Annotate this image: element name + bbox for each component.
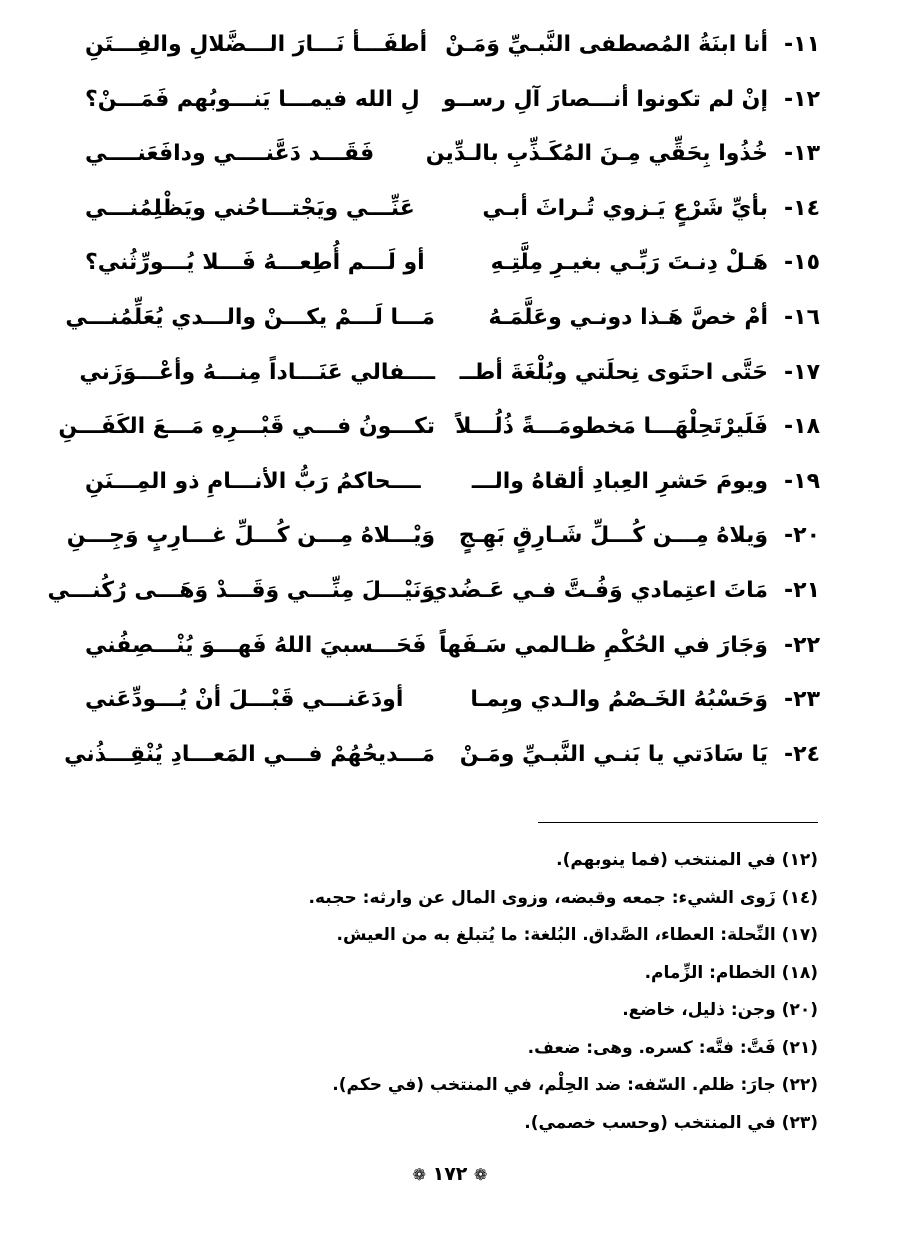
verse-second-hemistich: فَحَـــسبيَ اللهُ فَهـــوَ يُنْـــصِفُني [85,632,427,658]
verse-number: ٢١- [784,577,820,603]
footnotes [100,842,818,1142]
verse-first-hemistich: خُذُوا بِحَقِّي مِـنَ المُكَـذِّبِ بالـدِّين [425,141,768,167]
verse-line [58,400,820,455]
verse-line [79,346,820,401]
verse-first-hemistich: يَا سَادَتي يا بَنـي النَّبـيِّ ومَـنْ [459,741,768,767]
footnote: (١٢) في المنتخب (فما ينوبهم). [556,850,818,870]
verse-second-hemistich: مَـــديحُهُمْ فـــي المَعـــادِ يُنْقِـــذُني [64,741,435,767]
verse-number: ٢٠- [784,523,820,549]
verse-second-hemistich: مَـــا لَـــمْ يكـــنْ والـــدي يُعَلِّمُنـــي [65,304,435,330]
verse-line [85,236,820,291]
verse-second-hemistich: ــــفالي عَنَـــاداً مِنـــهُ وأعْـــوَزَني [79,359,435,385]
verse-second-hemistich: وَنَيْـــلَ مِنِّـــي وَقَـــدْ وَهَـــى رُكُنـــي [47,577,435,603]
verse-number: ١٤- [784,195,820,221]
verse-line [85,127,820,182]
verse-second-hemistich: عَنِّـــي ويَجْتـــاحُني ويَظْلِمُنـــي [85,195,415,221]
verse-number: ١٣- [784,141,820,167]
verse-line [85,182,820,237]
footnote-divider [538,822,818,823]
verse-second-hemistich: أودَعَنـــي قَبْـــلَ أنْ يُـــودِّعَني [85,687,404,713]
ornament-icon: ❁ [412,1165,426,1184]
verse-first-hemistich: بأيِّ شَرْعٍ يَـزوي تُـراثَ أبـي [482,195,768,221]
poem-verses [47,18,820,782]
verse-second-hemistich: لِ الله فيمـــا يَنـــوبُهم فَمَـــنْ؟ [85,86,420,112]
footnote: (١٧) النِّحلة: العطاء، الصَّداق. البُلغة: ما يُتبلغ به من العيش. [336,925,818,945]
verse-second-hemistich: تكـــونُ فـــي قَبْـــرِهِ مَـــعَ الكَفَـــنِ [58,414,435,440]
verse-first-hemistich: ويومَ حَشرِ العِبادِ ألقاهُ والـــ [471,468,768,494]
footnote: (٢٠) وجن: ذليل، خاضع. [622,1000,818,1020]
verse-first-hemistich: أمْ خصَّ هَـذا دونـي وعَلَّمَـهُ [488,304,768,330]
verse-line [85,73,820,128]
verse-number: ٢٢- [784,632,820,658]
verse-number: ١٢- [784,86,820,112]
verse-first-hemistich: وَحَسْبُهُ الخَـصْمُ والـدي وبِمـا [470,687,768,713]
verse-number: ١٨- [784,414,820,440]
verse-line [85,18,820,73]
verse-line [47,564,820,619]
verse-line [85,619,820,674]
verse-first-hemistich: أنا ابنَةُ المُصطفى النَّبـيِّ وَمَـنْ [445,32,768,57]
verse-number: ١١- [784,32,820,57]
verse-number: ٢٤- [784,741,820,767]
verse-first-hemistich: فَلَيرْتَحِلْهَـــا مَخطومَـــةً ذُلُـــلاً [455,414,768,440]
verse-number: ١٥- [784,250,820,276]
page-number [380,1163,520,1185]
footnote: (٢٢) جارَ: ظلم. السّفه: ضد الحِلْم، في المنتخب (في حكم). [332,1075,818,1095]
verse-line [65,291,820,346]
footnote: (١٨) الخطام: الزِّمام. [644,962,818,983]
verse-second-hemistich: أو لَـــم أُطِعـــهُ فَـــلا يُـــورِّثُني؟ [85,250,425,276]
verse-line [66,509,820,564]
footnote: (١٤) زَوى الشيء: جمعه وقبضه، وزوى المال عن وارثه: حجبه. [308,887,818,908]
verse-first-hemistich: وَجَارَ في الحُكْمِ ظـالمي سَـفَهاً [438,632,768,658]
verse-line [85,455,820,510]
footnote: (٢١) فَتَّ: فتَّه: كسره. وهى: ضعف. [527,1037,818,1058]
verse-first-hemistich: إنْ لم تكونوا أنـــصارَ آلِ رســو [442,86,768,112]
verse-second-hemistich: ــــحاكمُ رَبُّ الأنـــامِ ذو المِـــنَنِ [85,468,421,494]
verse-number: ١٩- [784,468,820,494]
footnote: (٢٣) في المنتخب (وحسب خصمي). [524,1112,818,1133]
verse-second-hemistich: وَيْـــلاهُ مِـــن كُـــلِّ غـــارِبٍ وَجِـــنِ [66,523,435,549]
verse-line [85,673,820,728]
verse-first-hemistich: وَيلاهُ مِـــن كُـــلِّ شَـارِقٍ بَهِـجٍ [458,523,768,549]
page-number-text: ١٧٢ [432,1163,468,1185]
verse-first-hemistich: مَاتَ اعتِمادي وَفُـتَّ فـي عَـضُدي [427,577,768,603]
verse-number: ٢٣- [784,687,820,713]
ornament-icon: ❁ [474,1165,488,1184]
verse-first-hemistich: هَـلْ دِنـتَ رَبِّـي بغيـرِ مِلَّتِـهِ [490,250,768,276]
verse-second-hemistich: فَقَـــد دَعَّنــــي ودافَعَنــــي [85,141,375,167]
verse-second-hemistich: أطفَـــأ نَـــارَ الـــضَّلالِ والفِـــتَنِ [85,32,428,57]
verse-number: ١٧- [784,359,820,385]
verse-number: ١٦- [784,304,820,330]
verse-line [64,728,820,783]
verse-first-hemistich: حَتَّى احتَوى نِحلَتي وبُلْغَةَ أطــ [459,359,768,385]
